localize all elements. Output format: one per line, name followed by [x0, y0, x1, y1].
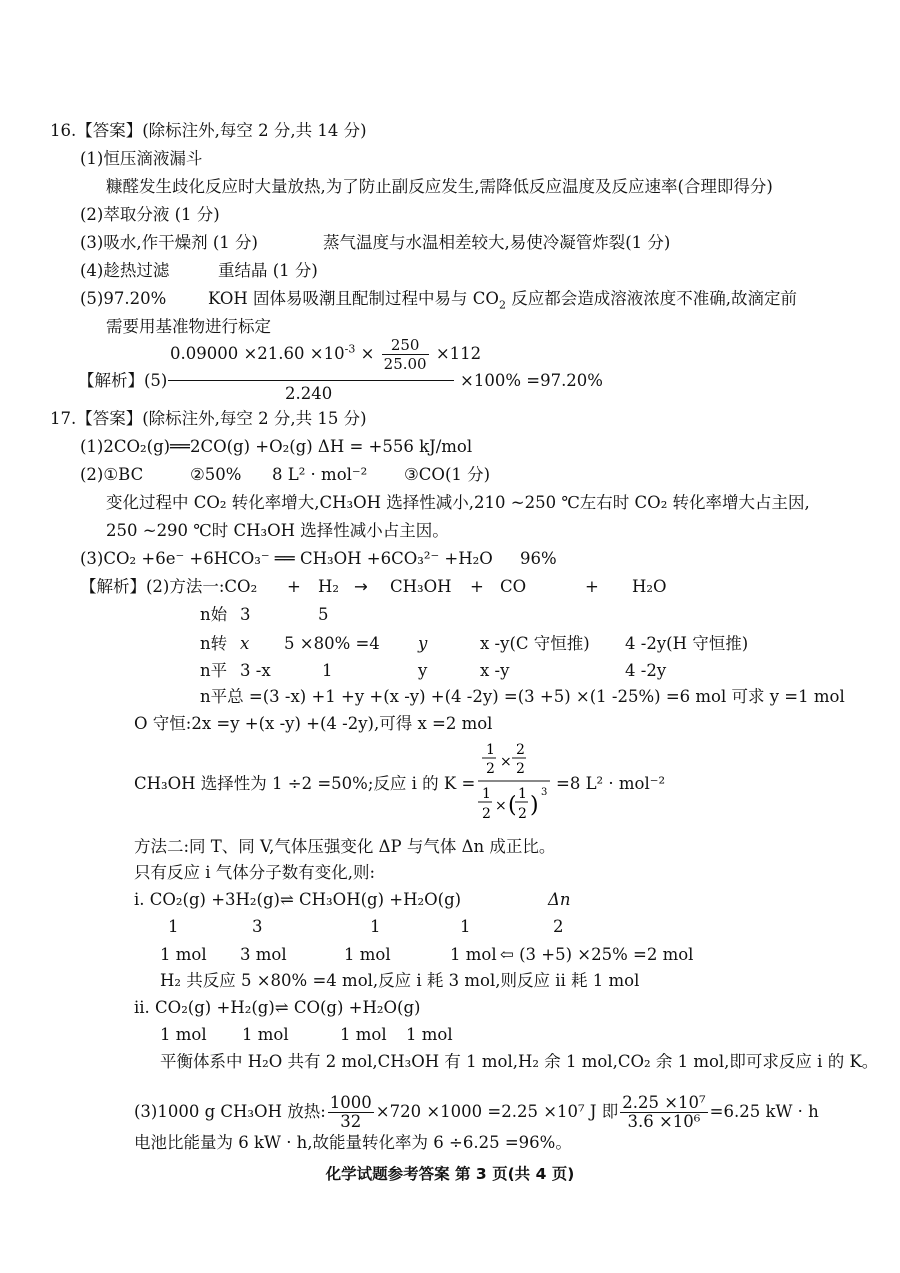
q16-answer-3a: (3)吸水,作干燥剂 (1 分) — [80, 233, 258, 252]
m2-reaction-2: ⅱ. CO₂(g) +H₂(g)⇌ CO(g) +H₂O(g) — [134, 998, 421, 1017]
svg-text:2: 2 — [486, 761, 495, 777]
m2-coef-h2: 3 — [252, 917, 263, 936]
m2-intro-2: 只有反应 ⅰ 气体分子数有变化,则: — [134, 863, 376, 882]
m2-h2-consumption: H₂ 共反应 5 ×80% =4 mol,反应 ⅰ 耗 3 mol,则反应 ⅱ 耗 1 mol — [160, 971, 640, 990]
m1-row-conv-label: n转 — [200, 634, 228, 653]
q16-answer-4b: 重结晶 (1 分) — [218, 261, 318, 280]
m1-label: 【解析】(2)方法一:CO₂ — [80, 577, 258, 596]
svg-text:2: 2 — [482, 806, 491, 822]
q17-answer-3b: 96% — [520, 549, 557, 568]
q16-answer-1: (1)恒压滴液漏斗 — [80, 149, 203, 168]
q16-analysis-label: 【解析】(5) — [78, 371, 168, 390]
m2-mol-ch3oh: 1 mol — [344, 945, 391, 964]
q16-analysis-fraction-bar — [168, 380, 454, 381]
svg-text:1: 1 — [486, 742, 495, 758]
m2-r2-h2: 1 mol — [242, 1025, 289, 1044]
p3-text-a: (3)1000 g CH₃OH 放热: $\frac{1000}{32}$ ×720 ×1000 =2.25 ×10⁷ J 即 $\frac{\text{2.25 ×10⁷}}{\text{3.6 ×10⁶}}$ =6.25 kW · h — [134, 1093, 819, 1131]
m2-coef-dn: 2 — [553, 917, 564, 936]
q16-analysis-result: ×100% =97.20% — [460, 371, 603, 390]
m1-k-value: =8 L² · mol⁻² — [556, 774, 666, 793]
svg-text:1: 1 — [518, 786, 527, 802]
m2-intro: 方法二:同 T、同 V,气体压强变化 ΔP 与气体 Δn 成正比。 — [134, 837, 556, 856]
m2-coef-ch3oh: 1 — [370, 917, 381, 936]
m2-r2-co2: 1 mol — [160, 1025, 207, 1044]
m1-row-conv-co: x -y(C 守恒推) — [480, 634, 590, 653]
m1-row-start-co2: 3 — [240, 605, 251, 624]
m1-plus1: + — [287, 577, 301, 596]
m2-r2-co: 1 mol — [340, 1025, 387, 1044]
m2-conclusion: 平衡体系中 H₂O 共有 2 mol,CH₃OH 有 1 mol,H₂ 余 1 mol,CO₂ 余 1 mol,即可求反应 ⅰ 的 K。 — [160, 1052, 879, 1071]
m1-h2: H₂ — [318, 577, 340, 596]
q17-answer-1: (1)2CO₂(g)══2CO(g) +O₂(g) ΔH = +556 kJ/mol — [80, 437, 473, 456]
m1-row-eq-h2o: 4 -2y — [625, 661, 667, 680]
q16-heading: 16.【答案】(除标注外,每空 2 分,共 14 分) — [50, 121, 367, 140]
q17-answer-2-reason-2: 250 ~290 ℃时 CH₃OH 选择性减小占主因。 — [106, 521, 449, 540]
m1-row-conv-h2: 5 ×80% =4 — [284, 634, 380, 653]
svg-text:×: × — [495, 798, 507, 814]
q16-analysis-denominator: 2.240 — [285, 384, 333, 403]
m1-row-conv-h2o: 4 -2y(H 守恒推) — [625, 634, 749, 653]
m1-plus2: + — [470, 577, 484, 596]
svg-text:2: 2 — [518, 806, 527, 822]
q17-answer-2c: 8 L² · mol⁻² — [272, 465, 368, 484]
q17-heading: 17.【答案】(除标注外,每空 2 分,共 15 分) — [50, 409, 367, 428]
m1-row-eq-h2: 1 — [322, 661, 333, 680]
m2-mol-h2o: 1 mol — [450, 945, 497, 964]
q17-answer-2-reason-1: 变化过程中 CO₂ 转化率增大,CH₃OH 选择性减小,210 ~250 ℃左右时 CO₂ 转化率增大占主因, — [106, 493, 810, 512]
m1-plus3: + — [585, 577, 599, 596]
q16-analysis-numerator: $0.09000 \times 21.60 \times 10^{-3}$ × $\frac{250}{25.00}$ ×112 — [170, 336, 482, 373]
m1-ch3oh: CH₃OH — [390, 577, 452, 596]
m1-row-conv-co2: x — [240, 634, 250, 653]
m1-row-start-label: n始 — [200, 605, 228, 624]
q16-answer-2: (2)萃取分液 (1 分) — [80, 205, 220, 224]
m1-o-conservation: O 守恒:2x =y +(x -y) +(4 -2y),可得 x =2 mol — [134, 714, 493, 733]
m1-row-eq-label: n平 — [200, 661, 228, 680]
svg-text:(: ( — [508, 793, 517, 818]
m1-row-eq-co2: 3 -x — [240, 661, 271, 680]
svg-text:1: 1 — [482, 786, 491, 802]
q17-answer-2a: (2)①BC — [80, 465, 144, 484]
m2-delta-n: Δn — [548, 890, 571, 909]
q16-answer-5a: (5)97.20% — [80, 289, 167, 308]
q16-answer-1-reason: 糠醛发生歧化反应时大量放热,为了防止副反应发生,需降低反应温度及反应速率(合理即得分) — [106, 177, 773, 196]
svg-text:): ) — [530, 793, 539, 818]
svg-text:3: 3 — [541, 787, 548, 798]
m2-mol-co2: 1 mol — [160, 945, 207, 964]
m1-h2o: H₂O — [632, 577, 667, 596]
m1-row-conv-ch3oh: y — [418, 634, 428, 653]
svg-text:2: 2 — [516, 742, 525, 758]
q16-answer-3b: 蒸气温度与水温相差较大,易使冷凝管炸裂(1 分) — [323, 233, 671, 252]
m1-total: n平总 =(3 -x) +1 +y +(x -y) +(4 -2y) =(3 +5) ×(1 -25%) =6 mol 可求 y =1 mol — [200, 687, 845, 706]
m2-coef-co2: 1 — [168, 917, 179, 936]
q17-answer-2d: ③CO(1 分) — [404, 465, 491, 484]
svg-text:×: × — [500, 754, 512, 770]
q16-answer-5b: KOH 固体易吸潮且配制过程中易与 $CO_2$ 反应都会造成溶液浓度不准确,故滴定前 — [208, 289, 797, 312]
m2-mol-h2: 3 mol — [240, 945, 287, 964]
q16-answer-5c: 需要用基准物进行标定 — [106, 317, 271, 336]
m2-reaction-1: ⅰ. CO₂(g) +3H₂(g)⇌ CH₃OH(g) +H₂O(g) — [134, 890, 462, 909]
m1-row-eq-ch3oh: y — [418, 661, 428, 680]
m1-selectivity: CH₃OH 选择性为 1 ÷2 =50%;反应 ⅰ 的 K = — [134, 774, 476, 793]
m1-co: CO — [500, 577, 527, 596]
svg-text:2: 2 — [516, 761, 525, 777]
q17-answer-2b: ②50% — [190, 465, 242, 484]
m2-r2-h2o: 1 mol — [406, 1025, 453, 1044]
p3-conclusion: 电池比能量为 6 kW · h,故能量转化率为 6 ÷6.25 =96%。 — [134, 1133, 572, 1152]
m2-mol-dn: ⇦ (3 +5) ×25% =2 mol — [500, 945, 694, 964]
m1-row-start-h2: 5 — [318, 605, 329, 624]
q17-answer-3a: (3)CO₂ +6e⁻ +6HCO₃⁻ ══ CH₃OH +6CO₃²⁻ +H₂O — [80, 549, 493, 568]
k-fraction — [478, 740, 552, 828]
m2-coef-h2o: 1 — [460, 917, 471, 936]
q16-answer-4a: (4)趁热过滤 — [80, 261, 170, 280]
page-footer: 化学试题参考答案 第 3 页(共 4 页) — [325, 1165, 575, 1183]
m1-arrow: → — [354, 577, 368, 596]
m1-row-eq-co: x -y — [480, 661, 510, 680]
